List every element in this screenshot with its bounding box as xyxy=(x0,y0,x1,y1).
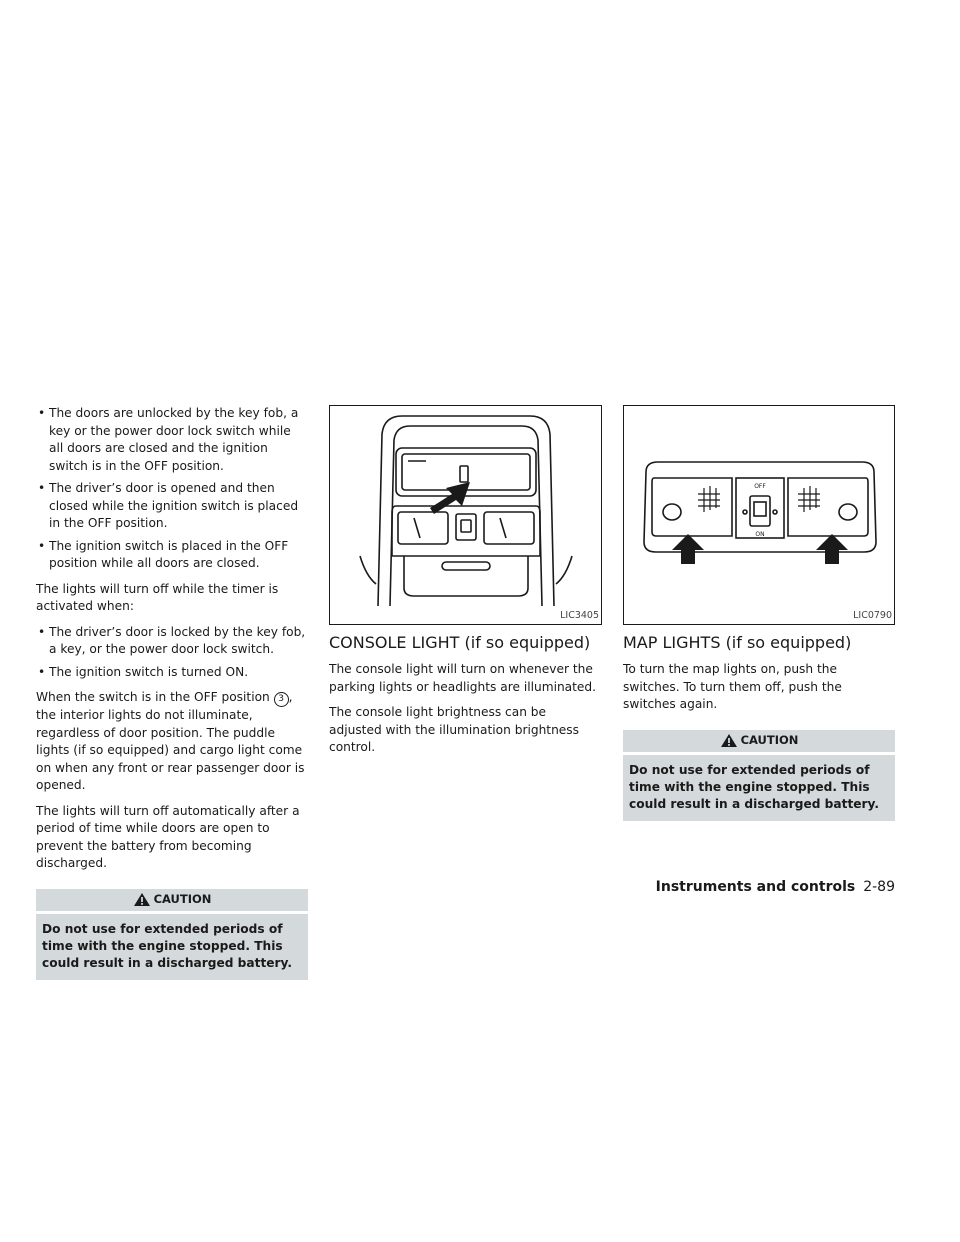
off-position-paragraph xyxy=(36,689,308,795)
console-light-figure xyxy=(329,405,602,625)
right-column xyxy=(623,405,895,821)
caution-text: Do not use for extended periods of time with the engine stopped. This could result in a discharged battery. xyxy=(36,914,308,980)
timer-conditions-list xyxy=(36,624,308,682)
list-item: • The ignition switch is turned ON. xyxy=(36,664,308,682)
map-lights-heading: MAP LIGHTS (if so equipped) xyxy=(623,633,852,652)
unlock-conditions-list xyxy=(36,405,308,573)
page-footer xyxy=(656,879,895,895)
map-lights-illustration xyxy=(624,406,896,626)
caution-box xyxy=(623,730,895,821)
list-item: • The driver’s door is opened and then closed while the ignition switch is placed in the OFF position. xyxy=(36,480,308,533)
auto-off-paragraph: The lights will turn off automatically after a period of time while doors are open to prevent the battery from becoming discharged. xyxy=(36,803,300,870)
warning-icon xyxy=(133,892,151,907)
map-lights-figure xyxy=(623,405,895,625)
left-column xyxy=(36,405,308,980)
off-label: OFF xyxy=(754,483,766,490)
console-para-1: The console light will turn on whenever the parking lights or headlights are illuminated. xyxy=(329,662,597,694)
console-para-2: The console light brightness can be adjusted with the illumination brightness control. xyxy=(329,705,580,754)
map-lights-para: To turn the map lights on, push the switches. To turn them off, push the switches again. xyxy=(623,662,842,711)
figure-id: LIC3405 xyxy=(560,609,599,621)
section-title: Instruments and controls xyxy=(655,879,856,895)
arrow-up-icon xyxy=(672,534,704,564)
caution-header xyxy=(623,730,895,752)
page-number: 2-89 xyxy=(863,879,895,895)
timer-intro: The lights will turn off while the timer is activated when: xyxy=(36,581,279,613)
console-light-heading: CONSOLE LIGHT (if so equipped) xyxy=(329,633,591,652)
list-item: • The driver’s door is locked by the key fob, a key, or the power door lock switch. xyxy=(36,624,308,659)
on-label: ON xyxy=(755,531,765,538)
caution-text: Do not use for extended periods of time with the engine stopped. This could result in a discharged battery. xyxy=(623,755,895,821)
caution-title: CAUTION xyxy=(153,891,212,906)
arrow-up-icon xyxy=(816,534,848,564)
console-light-illustration xyxy=(330,406,603,626)
warning-icon xyxy=(720,733,738,748)
figure-id: LIC0790 xyxy=(853,609,892,621)
list-item: • The ignition switch is placed in the OFF position while all doors are closed. xyxy=(36,538,308,573)
off-para-post: , the interior lights do not illuminate, regardless of door position. The puddle lights (if so equipped) and cargo light come on when any front or rear passenger door is opened. xyxy=(36,690,305,792)
caution-title: CAUTION xyxy=(740,732,799,747)
caution-box xyxy=(36,889,308,980)
middle-column xyxy=(329,405,602,765)
callout-number-icon: 3 xyxy=(274,692,289,707)
list-item: • The doors are unlocked by the key fob, a key or the power door lock switch while all doors are closed and the ignition switch is in the OFF position. xyxy=(36,405,308,475)
caution-header xyxy=(36,889,308,911)
off-para-pre: When the switch is in the OFF position xyxy=(36,690,270,704)
